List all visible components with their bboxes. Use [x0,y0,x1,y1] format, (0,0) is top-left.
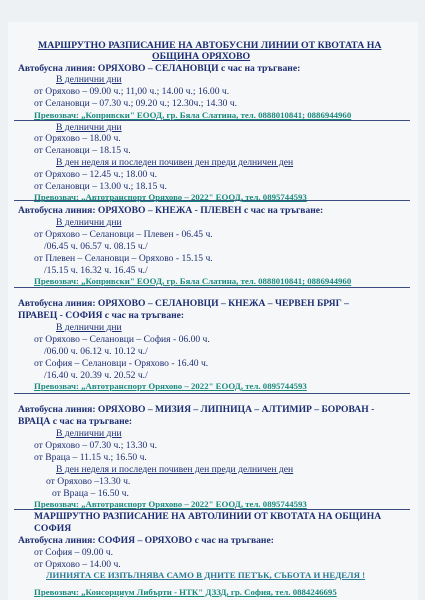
text-line: В делнични дни [56,74,122,85]
text-line: Автобусна линия: СОФИЯ – ОРЯХОВО с час на тръгване: [18,535,274,546]
text-line: Автобусна линия: ОРЯХОВО – СЕЛАНОВЦИ – КНЕЖА – ЧЕРВЕН БРЯГ – [18,298,349,309]
text-line: от Враца – 16.50 ч. [52,488,129,499]
text-line: В ден неделя и последен почивен ден преди делничен ден [56,157,294,168]
text-line: ОБЩИНА ОРЯХОВО [152,51,251,62]
text-line: В делнични дни [56,217,122,228]
text-line: В делнични дни [56,428,122,439]
text-line: Превозвач: „Консорциум Либърти - НТК" ДЗЗД, гр. София, тел. 0884246695 [34,587,337,597]
text-line: В ден неделя и последен почивен ден преди делничен ден [56,464,294,475]
text-line: от Оряхово – 14.00 ч. [34,559,121,570]
text-line: МАРШРУТНО РАЗПИСАНИЕ НА АВТОЛИНИИ ОТ КВОТАТА НА ОБЩИНА [34,511,382,522]
text-line: от Оряхово – 09.00 ч.; 11,00 ч.; 14.00 ч.; 16.00 ч. [34,86,230,97]
text-line: /16.40 ч. 20.39 ч. 20.52 ч./ [44,370,148,381]
text-line: от Селановци – 07.30 ч.; 09.20 ч.; 12.30ч.; 14.30 ч. [34,98,238,109]
text-line: от София – 09.00 ч. [34,547,114,558]
text-line: В делнични дни [56,322,122,333]
text-line: Превозвач: „Копривски" ЕООД, гр. Бяла Слатина, тел. 0888010841; 0886944960 [34,276,352,286]
text-line: Превозвач: „Автотранспорт Оряхово – 2022" ЕООД, тел. 0895744593 [34,381,307,391]
text-line: /15.15 ч. 16.32 ч. 16.45 ч./ [44,265,148,276]
text-line: Превозвач: „Автотранспорт Оряхово – 2022" ЕООД, тел. 0895744593 [34,499,307,509]
text-line: от Оряхово – 18.00 ч. [34,133,121,144]
text-line: /06.45 ч. 06.57 ч. 08.15 ч./ [44,241,148,252]
text-line: Автобусна линия: ОРЯХОВО – СЕЛАНОВЦИ с час на тръгване: [18,63,301,74]
text-line: Превозвач: „Копривски" ЕООД, гр. Бяла Слатина, тел. 0888010841; 0886944960 [34,110,352,120]
section-divider [14,393,410,394]
text-line: Автобусна линия: ОРЯХОВО – МИЗИЯ – ЛИПНИЦА – АЛТИМИР – БОРОВАН - [18,404,375,415]
text-line: МАРШРУТНО РАЗПИСАНИЕ НА АВТОБУСНИ ЛИНИИ ОТ КВОТАТА НА [38,40,382,51]
text-line: от Оряхово – Селановци – Плевен - 06.45 ч. [34,229,213,240]
text-line: от Плевен – Селановци – Оряхово - 15.15 ч. [34,253,213,264]
section-divider [14,287,410,288]
text-line: Автобусна линия: ОРЯХОВО – КНЕЖА - ПЛЕВЕН с час на тръгване: [18,205,324,216]
text-line: ВРАЦА с час на тръгване: [18,416,133,427]
text-line: от Оряхово – 12.45 ч.; 18.00 ч. [34,169,157,180]
text-line: от Оряхово – 07.30 ч.; 13.30 ч. [34,440,157,451]
text-line: /06.00 ч. 06.12 ч. 10.12 ч./ [44,346,148,357]
text-line: от София – Селановци - Оряхово - 16.40 ч. [34,358,209,369]
text-line: от Оряхово –13.30 ч. [46,476,131,487]
text-line: ПРАВЕЦ - СОФИЯ с час на тръгване: [18,310,185,321]
text-line: В делнични дни [56,122,122,133]
text-line: от Оряхово – Селановци – София - 06.00 ч. [34,334,210,345]
text-line: от Селановци – 18.15 ч. [34,145,131,156]
text-line: Превозвач: „Автотранспорт Оряхово – 2022" ЕООД, тел. 0895744593 [34,192,307,202]
text-line: от Селановци – 13.00 ч.; 18.15 ч. [34,181,167,192]
text-line: ЛИНИЯТА СЕ ИЗПЪЛНЯВА САМО В ДНИТЕ ПЕТЪК, СЪБОТА И НЕДЕЛЯ ! [46,570,366,580]
text-line: СОФИЯ [34,523,72,534]
text-line: от Враца – 11.15 ч.; 16.50 ч. [34,452,147,463]
